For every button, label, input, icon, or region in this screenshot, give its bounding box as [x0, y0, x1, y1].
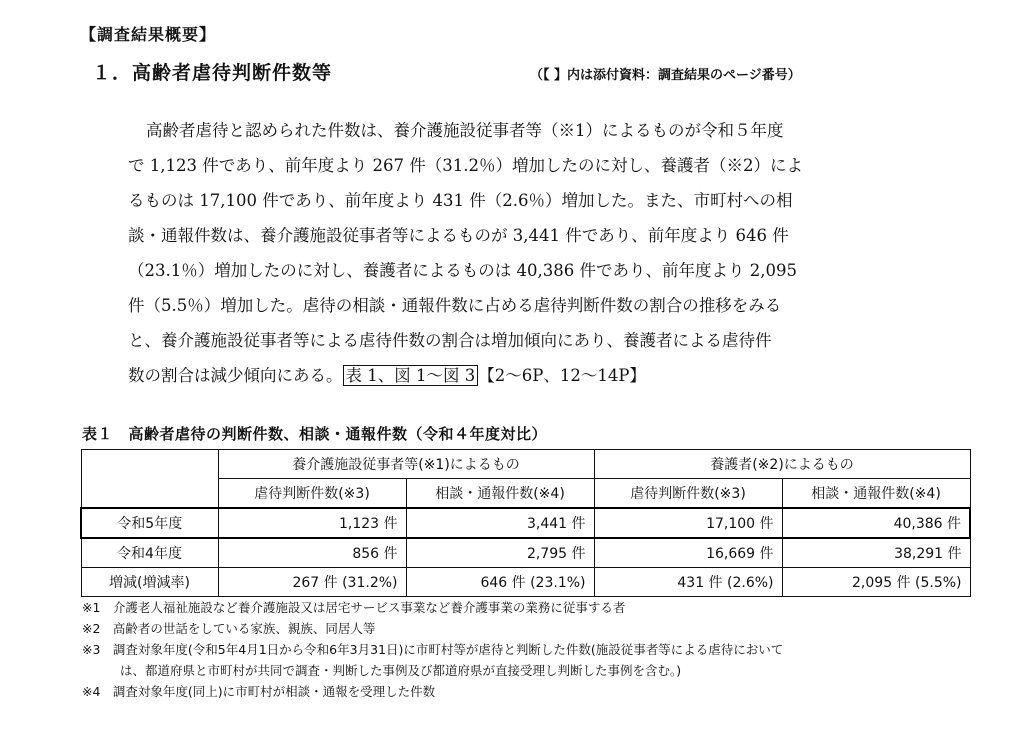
table-cell: 2,795 件	[406, 538, 594, 568]
footnotes	[82, 597, 783, 702]
footnote: ※2 高齢者の世話をしている家族、親族、同居人等	[82, 621, 376, 636]
table-cell: 856 件	[218, 538, 406, 568]
paragraph-line: 高齢者虐待と認められた件数は、養介護施設従事者等（※1）によるものが令和５年度	[146, 121, 784, 140]
summary-paragraph	[128, 113, 958, 393]
footnote: ※3 調査対象年度(令和5年4月1日から令和6年3月31日)に市町村等が虐待と判断した件数(施設従事者等による虐待において	[82, 642, 784, 657]
table-cell: 1,123 件	[218, 508, 406, 538]
row-label: 増減(増減率)	[81, 568, 218, 597]
table-cell: 16,669 件	[594, 538, 782, 568]
table-cell: 17,100 件	[594, 508, 782, 538]
subheader-cell: 相談・通報件数(※4)	[406, 479, 594, 509]
row-label: 令和5年度	[81, 508, 218, 538]
table-cell: 431 件 (2.6%)	[594, 568, 782, 597]
table-row	[81, 508, 970, 538]
group-header-caregiver: 養護者(※2)によるもの	[594, 450, 970, 479]
table-cell: 2,095 件 (5.5%)	[782, 568, 970, 597]
table-header-row	[81, 450, 970, 479]
footnote: ※4 調査対象年度(同上)に市町村が相談・通報を受理した件数	[82, 684, 436, 699]
paragraph-line: （23.1％）増加したのに対し、養護者によるものは 40,386 件であり、前年度より 2,095	[128, 261, 797, 280]
table-cell: 646 件 (23.1%)	[406, 568, 594, 597]
table-row	[81, 538, 970, 568]
paragraph-line: で 1,123 件であり、前年度より 267 件（31.2％）増加したのに対し、養護者（※2）によ	[128, 156, 803, 175]
table-cell: 3,441 件	[406, 508, 594, 538]
figure-reference-box: 表 1、図 1～図 3	[343, 365, 479, 386]
paragraph-text: 数の割合は減少傾向にある。	[128, 366, 343, 385]
table-cell: 38,291 件	[782, 538, 970, 568]
paragraph-line: と、養介護施設従事者等による虐待件数の割合は増加傾向にあり、養護者による虐待件	[128, 331, 772, 350]
table-cell: 40,386 件	[782, 508, 970, 538]
subheader-cell: 虐待判断件数(※3)	[218, 479, 406, 509]
paragraph-last-line	[128, 358, 958, 393]
table-corner-cell	[81, 450, 218, 509]
subheader-cell: 相談・通報件数(※4)	[782, 479, 970, 509]
paragraph-line: 件（5.5％）増加した。虐待の相談・通報件数に占める虐待判断件数の割合の推移をみる	[128, 296, 782, 315]
paragraph-line: るものは 17,100 件であり、前年度より 431 件（2.6％）増加した。また、市町村への相	[128, 191, 793, 210]
paragraph-line: 談・通報件数は、養介護施設従事者等によるものが 3,441 件であり、前年度より 646 件	[128, 226, 789, 245]
group-header-facility: 養介護施設従事者等(※1)によるもの	[218, 450, 594, 479]
page-reference: 【2～6P、12～14P】	[478, 366, 646, 385]
results-table	[80, 449, 971, 597]
table-caption: 表１ 高齢者虐待の判断件数、相談・通報件数（令和４年度対比）	[82, 425, 548, 443]
footnote-continuation: は、都道府県と市町村が共同で調査・判断した事例及び都道府県が直接受理し判断した事例を含む。)	[120, 663, 682, 678]
table-row	[81, 568, 970, 597]
footnote: ※1 介護老人福祉施設など養介護施設又は居宅サービス事業など養介護事業の業務に従事する者	[82, 600, 626, 615]
summary-heading: 【調査結果概要】	[80, 25, 217, 44]
row-label: 令和4年度	[81, 538, 218, 568]
section-title: １．高齢者虐待判断件数等	[92, 62, 333, 84]
table-cell: 267 件 (31.2%)	[218, 568, 406, 597]
reference-note: （【 】内は添付資料：調査結果のページ番号）	[530, 68, 801, 83]
subheader-cell: 虐待判断件数(※3)	[594, 479, 782, 509]
